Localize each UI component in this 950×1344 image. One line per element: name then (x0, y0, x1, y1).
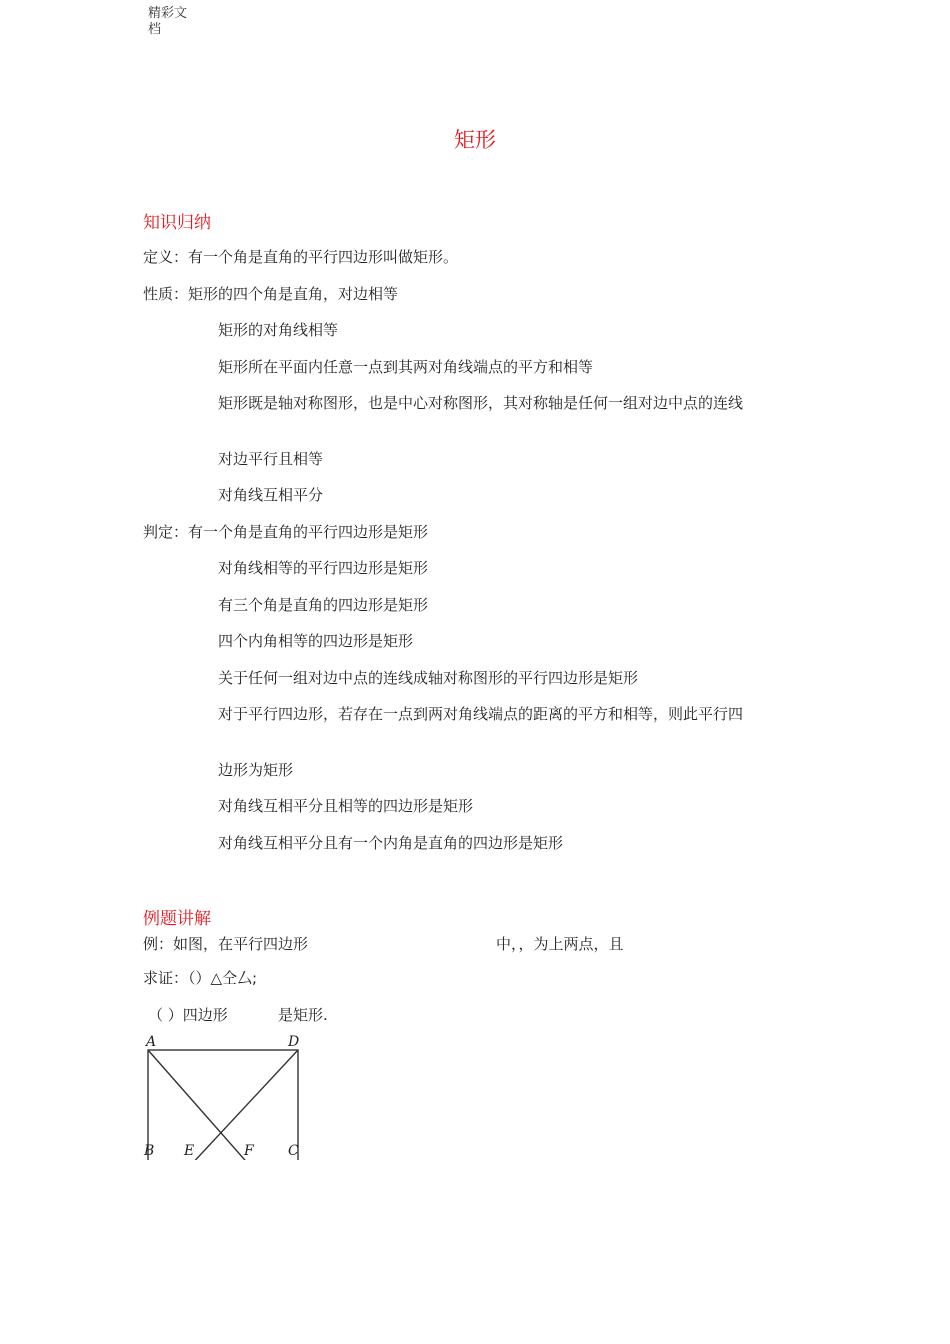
rectangle-figure (138, 1030, 318, 1160)
property-item: 对边平行且相等 (218, 450, 324, 468)
header-text-line1: 精彩文 (148, 6, 188, 21)
label-d: D (288, 1034, 300, 1050)
label-a: A (146, 1034, 157, 1050)
label-c: C (288, 1143, 299, 1159)
definition-line: 定义：有一个角是直角的平行四边形叫做矩形。 (143, 248, 459, 266)
property-item: 矩形的对角线相等 (218, 321, 339, 339)
section-heading-examples: 例题讲解 (143, 909, 211, 929)
part2-text-b: 是矩形. (278, 1006, 328, 1024)
example-text-part2: 中，，为上两点，且 (496, 935, 624, 953)
segment-af (148, 1050, 251, 1160)
property-item: 矩形既是轴对称图形，也是中心对称图形，其对称轴是任何一组对边中点的连线 (218, 394, 744, 412)
criteria-item: 对角线相等的平行四边形是矩形 (218, 559, 429, 577)
rectangle-abcd (148, 1050, 298, 1160)
section-heading-knowledge: 知识归纳 (143, 213, 211, 233)
criteria-item: 关于任何一组对边中点的连线成轴对称图形的平行四边形是矩形 (218, 669, 639, 687)
document-title: 矩形 (454, 128, 496, 152)
label-e: E (184, 1143, 195, 1159)
example-text-part1: 例：如图，在平行四边形 (143, 935, 309, 953)
criteria-item: 对角线互相平分且有一个内角是直角的四边形是矩形 (218, 834, 564, 852)
label-b: B (144, 1143, 155, 1159)
criteria-item: 对角线互相平分且相等的四边形是矩形 (218, 797, 474, 815)
header-text-line2: 档 (148, 22, 162, 37)
criteria-item: 边形为矩形 (218, 761, 294, 779)
label-f: F (244, 1143, 254, 1159)
properties-first-line: 性质：矩形的四个角是直角，对边相等 (143, 285, 399, 303)
property-item: 对角线互相平分 (218, 486, 324, 504)
criteria-first-line: 判定：有一个角是直角的平行四边形是矩形 (143, 523, 429, 541)
prove-line: 求证：（）△仝厶; (143, 969, 258, 987)
property-item: 矩形所在平面内任意一点到其两对角线端点的平方和相等 (218, 358, 594, 376)
criteria-item: 四个内角相等的四边形是矩形 (218, 632, 414, 650)
criteria-item: 对于平行四边形，若存在一点到两对角线端点的距离的平方和相等，则此平行四 (218, 705, 744, 723)
part2-text-a: （ ）四边形 (148, 1006, 228, 1024)
criteria-item: 有三个角是直角的四边形是矩形 (218, 596, 429, 614)
